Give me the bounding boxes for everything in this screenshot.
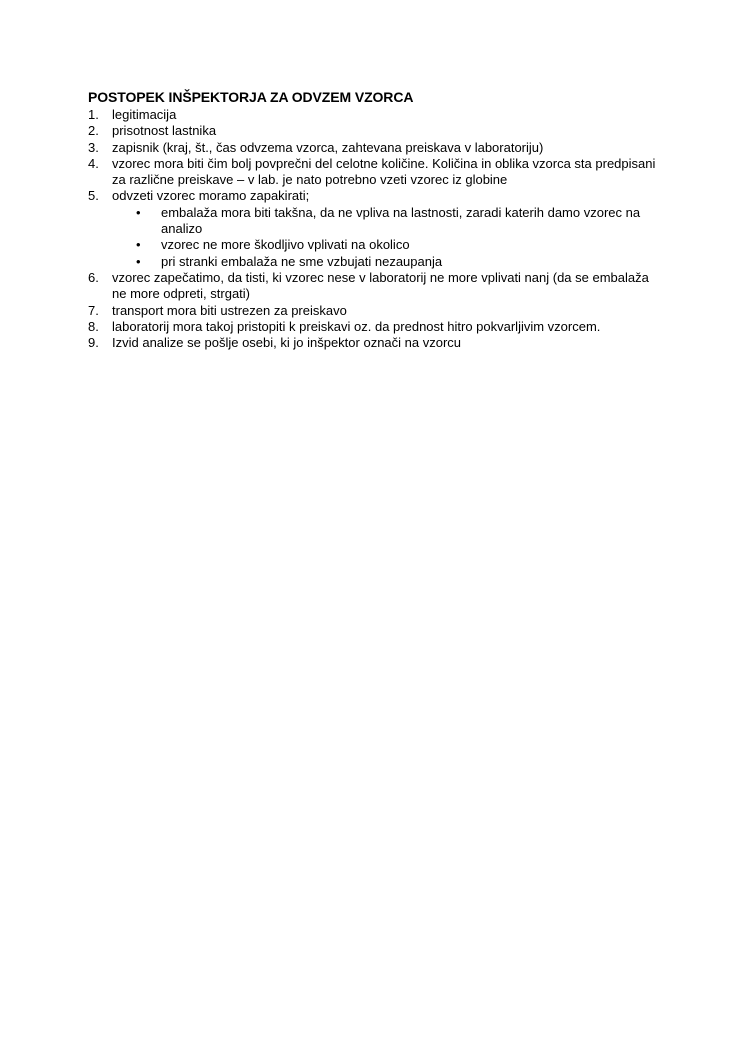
list-item-number: 7. [88,302,99,318]
list-item-number: 4. [88,155,99,171]
list-item-text: transport mora biti ustrezen za preiskavo [112,302,347,318]
list-item-text: prisotnost lastnika [112,123,217,139]
list-item-text: Izvid analize se pošlje osebi, ki jo inšpektor označi na vzorcu [112,335,462,351]
list-item-4 [88,156,662,189]
list-item-number: 8. [88,318,99,334]
list-item-5 [88,188,662,204]
list-item-text: vzorec mora biti čim bolj povprečni del celotne količine. Količina in oblika vzorca sta predpisani za različne preiskave – v lab. je nato potrebno vzeti vzorec iz globine [112,155,656,188]
list-item-number: 3. [88,139,99,155]
list-item-number: 5. [88,188,99,204]
list-item-3 [88,140,662,156]
list-item-2 [88,123,662,139]
bullet-item-text: pri stranki embalaža ne sme vzbujati nezaupanja [161,253,443,269]
bullet-item-text: embalaža mora biti takšna, da ne vpliva na lastnosti, zaradi katerih damo vzorec na analizo [161,204,641,237]
list-item-1 [88,107,662,123]
list-item-text: laboratorij mora takoj pristopiti k preiskavi oz. da prednost hitro pokvarljivim vzorcem. [112,318,601,334]
bullet-item-1 [88,205,662,238]
list-item-text: zapisnik (kraj, št., čas odvzema vzorca, zahtevana preiskava v laboratoriju) [112,139,544,155]
list-item-text: odvzeti vzorec moramo zapakirati; [112,188,310,204]
list-item-6 [88,270,662,303]
list-item-text: vzorec zapečatimo, da tisti, ki vzorec nese v laboratorij ne more vplivati nanj (da se embalaža ne more odpreti, strgati) [112,269,649,302]
bullet-item-2 [88,237,662,253]
page-title: POSTOPEK INŠPEKTORJA ZA ODVZEM VZORCA [88,89,414,105]
list-item-number: 6. [88,269,99,285]
bullet-icon: • [136,253,141,269]
list-item-8 [88,319,662,335]
list-item-9 [88,335,662,351]
bullet-item-text: vzorec ne more škodljivo vplivati na okolico [161,237,410,253]
list-item-7 [88,303,662,319]
list-item-text: legitimacija [112,107,177,122]
list-item-number: 9. [88,335,99,351]
list-item-number: 2. [88,123,99,139]
bullet-icon: • [136,237,141,253]
list-item-number: 1. [88,107,99,122]
bullet-icon: • [136,204,141,220]
bullet-item-3 [88,254,662,270]
document-content [88,89,662,351]
